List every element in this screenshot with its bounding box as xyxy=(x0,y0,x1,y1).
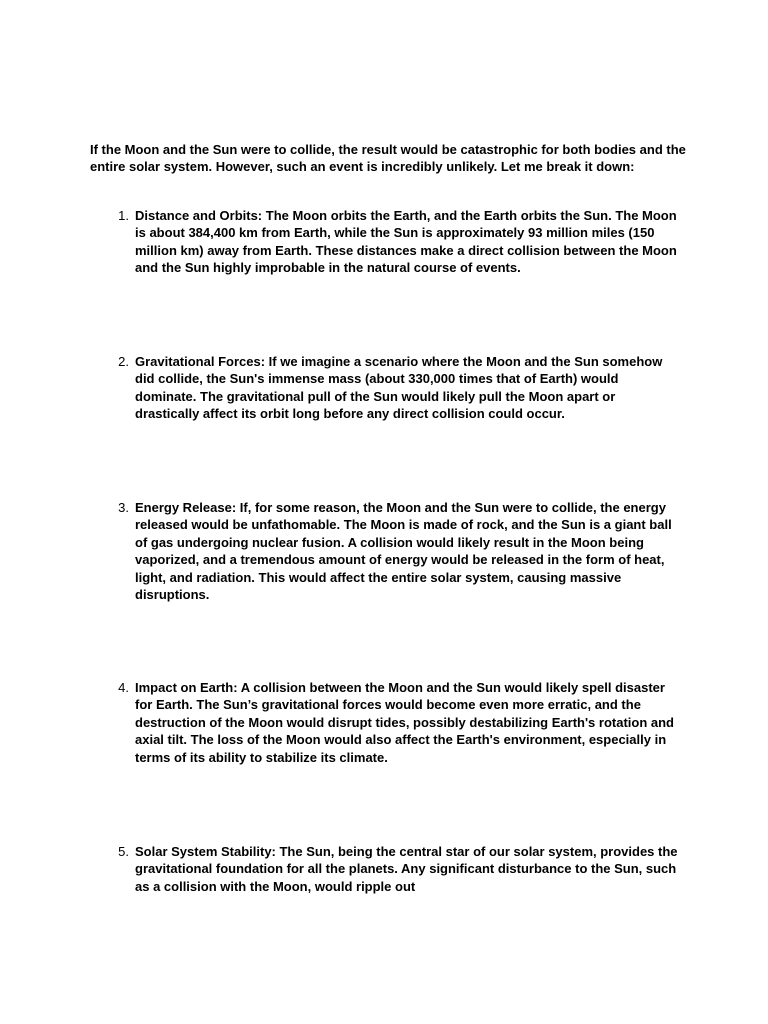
list-item-number: 1. xyxy=(118,208,129,223)
list-item xyxy=(109,843,689,895)
list-item xyxy=(109,207,689,277)
intro-paragraph: If the Moon and the Sun were to collide, the result would be catastrophic for both bodies and the entire solar system. However, such an event is incredibly unlikely. Let me break it down: xyxy=(90,142,686,175)
list-item xyxy=(109,499,689,603)
list-item-number: 3. xyxy=(118,500,129,515)
list-item-number: 2. xyxy=(118,354,129,369)
list-item xyxy=(109,679,689,766)
list-item xyxy=(109,353,689,423)
list-item-text: Impact on Earth: A collision between the Moon and the Sun would likely spell disaster for Earth. The Sun’s gravitational forces would become even more erratic, and the destruction of the Moon would disrupt tides, possibly destabilizing Earth's rotation and axial tilt. The loss of the Moon would also affect the Earth's environment, especially in terms of its ability to stabilize its climate. xyxy=(135,680,674,765)
list-item-number: 5. xyxy=(118,844,129,859)
list-item-text: Distance and Orbits: The Moon orbits the Earth, and the Earth orbits the Sun. The Moon is about 384,400 km from Earth, while the Sun is approximately 93 million miles (150 million km) away from Earth. These distances make a direct collision between the Moon and the Sun highly improbable in the natural course of events. xyxy=(135,208,677,276)
list-item-text: Solar System Stability: The Sun, being the central star of our solar system, provides the gravitational foundation for all the planets. Any significant disturbance to the Sun, such as a collision with the Moon, would ripple out xyxy=(135,844,678,894)
list-item-text: Gravitational Forces: If we imagine a scenario where the Moon and the Sun somehow did collide, the Sun's immense mass (about 330,000 times that of Earth) would dominate. The gravitational pull of the Sun would likely pull the Moon apart or drastically affect its orbit long before any direct collision could occur. xyxy=(135,354,663,422)
list-item-number: 4. xyxy=(118,680,129,695)
list-item-text: Energy Release: If, for some reason, the Moon and the Sun were to collide, the energy released would be unfathomable. The Moon is made of rock, and the Sun is a giant ball of gas undergoing nuclear fusion. A collision would likely result in the Moon being vaporized, and a tremendous amount of energy would be released in the form of heat, light, and radiation. This would affect the entire solar system, causing massive disruptions. xyxy=(135,500,672,603)
